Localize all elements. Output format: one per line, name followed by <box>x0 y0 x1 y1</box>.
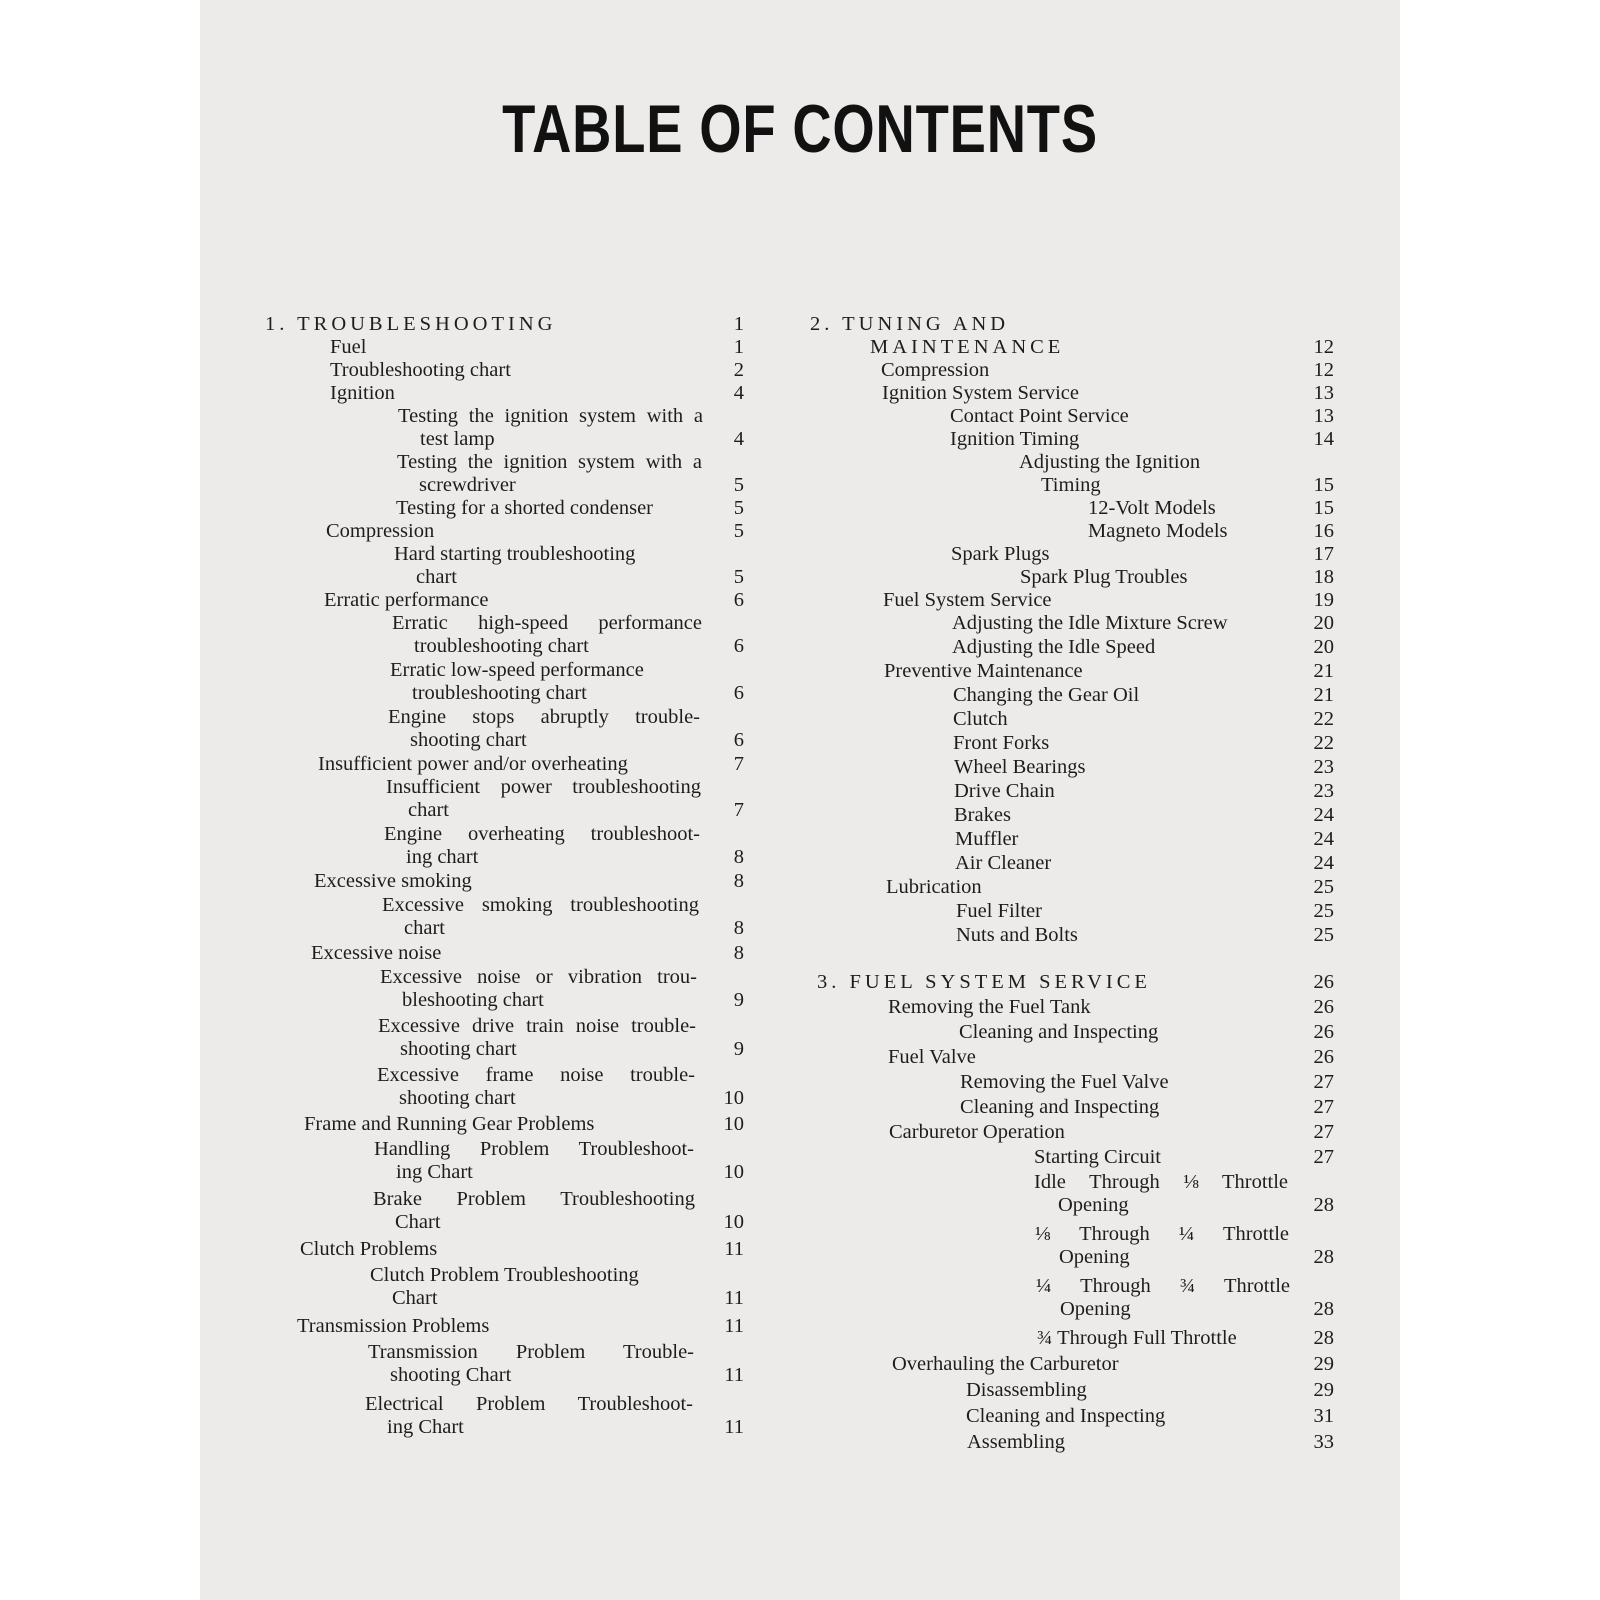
toc-entry <box>330 336 366 359</box>
toc-entry <box>966 1405 1165 1428</box>
toc-page-number: 26 <box>1313 996 1334 1018</box>
toc-page-number: 11 <box>724 1364 744 1386</box>
toc-entry-text: screwdriver <box>419 474 516 496</box>
toc-entry-text: Preventive Maintenance <box>884 660 1083 682</box>
toc-entry <box>1019 451 1200 497</box>
toc-entry-text: Fuel Valve <box>888 1046 976 1068</box>
toc-entry <box>884 660 1083 683</box>
toc-page-number: 10 <box>723 1113 744 1135</box>
toc-entry-text: Ignition System Service <box>882 382 1080 404</box>
toc-entry-text: Adjusting the Ignition <box>1019 451 1201 473</box>
toc-entry <box>373 1188 695 1234</box>
toc-entry-text: 1. TROUBLESHOOTING <box>265 313 557 335</box>
toc-entry-text: Brake Problem Troubleshooting <box>373 1188 695 1210</box>
toc-page-number: 12 <box>1313 336 1334 358</box>
toc-entry-text: Engine stops abruptly trouble- <box>388 706 700 728</box>
toc-entry <box>892 1353 1119 1376</box>
toc-page-number: 22 <box>1313 732 1334 754</box>
toc-page-number: 28 <box>1313 1194 1334 1216</box>
toc-entry <box>954 804 1011 827</box>
toc-entry <box>951 543 1050 566</box>
toc-page-number: 2 <box>733 359 744 381</box>
toc-page-number: 18 <box>1313 566 1334 588</box>
toc-page-number: 33 <box>1313 1431 1334 1453</box>
toc-entry-text: Disassembling <box>966 1379 1087 1401</box>
toc-entry-text: Muffler <box>955 828 1019 850</box>
toc-page-number: 28 <box>1313 1246 1334 1268</box>
toc-page-number: 19 <box>1313 589 1334 611</box>
toc-entry-text: Chart <box>392 1287 438 1309</box>
toc-entry <box>318 753 628 776</box>
toc-entry <box>955 852 1051 875</box>
toc-entry-text: Adjusting the Idle Mixture Screw <box>952 612 1228 634</box>
toc-entry-text: chart <box>404 917 445 939</box>
toc-entry-text: shooting chart <box>399 1087 516 1109</box>
toc-entry-text: Lubrication <box>886 876 982 898</box>
toc-page-number: 5 <box>733 566 744 588</box>
toc-entry <box>954 780 1055 803</box>
toc-entry-text: MAINTENANCE <box>870 336 1065 358</box>
toc-page-number: 24 <box>1313 804 1334 826</box>
toc-entry-text: ¼ Through ¾ Throttle <box>1036 1275 1290 1297</box>
toc-entry <box>882 382 1079 405</box>
toc-entry-text: Drive Chain <box>954 780 1055 802</box>
toc-page-number: 27 <box>1313 1121 1334 1143</box>
toc-entry-text: Excessive noise <box>311 942 442 964</box>
toc-page-number: 27 <box>1313 1146 1334 1168</box>
toc-entry <box>966 1379 1087 1402</box>
toc-entry-text: Compression <box>881 359 990 381</box>
toc-page-number: 8 <box>733 870 744 892</box>
toc-entry-text: Erratic high-speed performance <box>392 612 702 634</box>
toc-entry <box>1036 1275 1290 1321</box>
toc-entry <box>870 336 1064 359</box>
toc-entry <box>398 405 703 451</box>
toc-page-number: 8 <box>733 942 744 964</box>
toc-entry-text: Fuel Filter <box>956 900 1042 922</box>
toc-entry-text: Testing the ignition system with a <box>398 405 703 427</box>
toc-page-number: 28 <box>1313 1298 1334 1320</box>
toc-page-number: 11 <box>724 1287 744 1309</box>
toc-entry-text: Nuts and Bolts <box>956 924 1078 946</box>
toc-entry-text: Insufficient power and/or overheating <box>318 753 628 775</box>
toc-entry <box>881 359 989 382</box>
toc-entry-text: Timing <box>1041 474 1101 496</box>
toc-entry-text: shooting chart <box>410 729 527 751</box>
toc-entry-text: ing Chart <box>396 1161 473 1183</box>
toc-page-number: 9 <box>733 1038 744 1060</box>
toc-page-number: 23 <box>1313 780 1334 802</box>
toc-page-number: 20 <box>1313 612 1334 634</box>
toc-entry-text: Insufficient power troubleshooting <box>386 776 701 798</box>
toc-entry-text: Cleaning and Inspecting <box>959 1021 1159 1043</box>
page-title: TABLE OF CONTENTS <box>502 91 1098 167</box>
toc-entry <box>388 706 700 752</box>
toc-page-number: 21 <box>1313 684 1334 706</box>
toc-entry-text: chart <box>416 566 457 588</box>
toc-page-number: 7 <box>733 753 744 775</box>
toc-page-number: 13 <box>1313 405 1334 427</box>
toc-page-number: 13 <box>1313 382 1334 404</box>
toc-entry <box>374 1138 694 1184</box>
toc-page-number: 15 <box>1313 497 1334 519</box>
toc-page-number: 12 <box>1313 359 1334 381</box>
toc-entry-text: Changing the Gear Oil <box>953 684 1140 706</box>
toc-entry-text: Clutch <box>953 708 1008 730</box>
toc-page-number: 11 <box>724 1416 744 1438</box>
toc-page-number: 25 <box>1313 924 1334 946</box>
toc-entry <box>370 1264 639 1310</box>
toc-entry-text: Frame and Running Gear Problems <box>304 1113 595 1135</box>
toc-page-number: 10 <box>723 1161 744 1183</box>
toc-entry <box>1035 1223 1289 1269</box>
toc-entry <box>889 1121 1065 1144</box>
toc-entry-text: Chart <box>395 1211 441 1233</box>
toc-page-number: 6 <box>733 635 744 657</box>
toc-entry-text: ing chart <box>406 846 479 868</box>
toc-page-number: 5 <box>733 497 744 519</box>
toc-entry-text: Ignition Timing <box>950 428 1080 450</box>
toc-entry-text: 3. FUEL SYSTEM SERVICE <box>817 971 1151 993</box>
toc-entry-text: Removing the Fuel Tank <box>888 996 1091 1018</box>
toc-entry-text: Electrical Problem Troubleshoot- <box>365 1393 693 1415</box>
toc-entry-text: Handling Problem Troubleshoot- <box>374 1138 694 1160</box>
toc-entry-text: Testing the ignition system with a <box>397 451 702 473</box>
toc-entry-text: Erratic performance <box>324 589 489 611</box>
toc-entry <box>304 1113 594 1136</box>
toc-entry <box>956 924 1078 947</box>
toc-entry-text: Cleaning and Inspecting <box>960 1096 1160 1118</box>
toc-entry-text: Excessive smoking <box>314 870 472 892</box>
toc-entry-text: Starting Circuit <box>1034 1146 1161 1168</box>
toc-entry-text: ¾ Through Full Throttle <box>1037 1327 1237 1349</box>
toc-page-number: 14 <box>1313 428 1334 450</box>
toc-page-number: 15 <box>1313 474 1334 496</box>
toc-entry-text: 12-Volt Models <box>1088 497 1216 519</box>
toc-entry <box>888 1046 976 1069</box>
toc-page-number: 8 <box>733 917 744 939</box>
toc-entry-text: bleshooting chart <box>402 989 544 1011</box>
toc-page-number: 11 <box>724 1315 744 1337</box>
toc-page-number: 6 <box>733 729 744 751</box>
toc-page-number: 29 <box>1313 1379 1334 1401</box>
toc-entry <box>386 776 701 822</box>
toc-entry-text: Overhauling the Carburetor <box>892 1353 1119 1375</box>
toc-entry <box>382 894 699 940</box>
toc-entry <box>330 382 395 405</box>
toc-page-number: 1 <box>733 336 744 358</box>
toc-entry-text: Contact Point Service <box>950 405 1129 427</box>
toc-page-number: 9 <box>733 989 744 1011</box>
toc-page-number: 26 <box>1313 1021 1334 1043</box>
toc-entry-text: Brakes <box>954 804 1011 826</box>
toc-entry <box>960 1071 1169 1094</box>
toc-entry <box>368 1341 694 1387</box>
toc-entry-text: Opening <box>1059 1246 1130 1268</box>
toc-page-number: 31 <box>1313 1405 1334 1427</box>
toc-page-number: 8 <box>733 846 744 868</box>
toc-entry-text: Excessive frame noise trouble- <box>377 1064 695 1086</box>
toc-entry-text: Clutch Problems <box>300 1238 438 1260</box>
toc-page-number: 28 <box>1313 1327 1334 1349</box>
toc-page-number: 23 <box>1313 756 1334 778</box>
toc-entry <box>953 708 1008 731</box>
toc-entry <box>390 659 644 705</box>
toc-entry <box>1037 1327 1237 1350</box>
toc-entry-text: Ignition <box>330 382 395 404</box>
toc-entry <box>1088 497 1216 520</box>
toc-entry <box>883 589 1052 612</box>
toc-entry <box>380 966 697 1012</box>
toc-entry-text: Wheel Bearings <box>954 756 1086 778</box>
toc-entry-text: Transmission Problem Trouble- <box>368 1341 694 1363</box>
toc-entry <box>956 900 1042 923</box>
toc-entry-text: Fuel System Service <box>883 589 1052 611</box>
toc-entry <box>886 876 982 899</box>
toc-entry-text: Excessive drive train noise trouble- <box>378 1015 696 1037</box>
toc-page-number: 4 <box>733 382 744 404</box>
toc-entry-text: 2. TUNING AND <box>810 313 1010 335</box>
toc-entry <box>384 823 700 869</box>
toc-entry-text: Front Forks <box>953 732 1050 754</box>
toc-entry <box>311 942 441 965</box>
toc-entry-text: Removing the Fuel Valve <box>960 1071 1169 1093</box>
toc-entry-text: Excessive noise or vibration trou- <box>380 966 697 988</box>
toc-page-number: 10 <box>723 1087 744 1109</box>
toc-entry-text: Carburetor Operation <box>889 1121 1065 1143</box>
toc-entry-text: Adjusting the Idle Speed <box>952 636 1156 658</box>
toc-page-number: 4 <box>733 428 744 450</box>
toc-entry <box>953 684 1139 707</box>
toc-entry <box>314 870 472 893</box>
toc-page-number: 20 <box>1313 636 1334 658</box>
toc-page-number: 25 <box>1313 876 1334 898</box>
toc-entry-text: shooting chart <box>400 1038 517 1060</box>
toc-page-number: 21 <box>1313 660 1334 682</box>
toc-entry <box>1020 566 1187 589</box>
toc-page-number: 6 <box>733 589 744 611</box>
toc-page-number: 22 <box>1313 708 1334 730</box>
toc-entry <box>817 971 1151 994</box>
toc-entry-text: Magneto Models <box>1088 520 1228 542</box>
toc-entry-text: Spark Plugs <box>951 543 1050 565</box>
toc-entry <box>396 497 653 520</box>
toc-page-number: 29 <box>1313 1353 1334 1375</box>
toc-page-number: 26 <box>1313 971 1334 993</box>
toc-entry <box>950 405 1129 428</box>
toc-page-number: 5 <box>733 474 744 496</box>
toc-entry-text: Idle Through ⅛ Throttle <box>1034 1171 1288 1193</box>
toc-entry-text: Testing for a shorted condenser <box>396 497 654 519</box>
toc-entry <box>377 1064 695 1110</box>
toc-entry-text: Spark Plug Troubles <box>1020 566 1188 588</box>
toc-entry-text: Clutch Problem Troubleshooting <box>370 1264 639 1286</box>
toc-page-number: 6 <box>733 682 744 704</box>
toc-entry-text: Opening <box>1060 1298 1131 1320</box>
toc-entry <box>326 520 434 543</box>
toc-entry-text: ⅛ Through ¼ Throttle <box>1035 1223 1289 1245</box>
toc-entry <box>967 1431 1065 1454</box>
toc-entry <box>810 313 1009 336</box>
toc-entry-text: Opening <box>1058 1194 1129 1216</box>
toc-entry-text: troubleshooting chart <box>412 682 587 704</box>
toc-entry <box>952 612 1228 635</box>
toc-entry-text: Excessive smoking troubleshooting <box>382 894 699 916</box>
toc-entry <box>888 996 1091 1019</box>
toc-page-number: 16 <box>1313 520 1334 542</box>
toc-entry-text: Cleaning and Inspecting <box>966 1405 1166 1427</box>
toc-entry <box>365 1393 693 1439</box>
toc-entry-text: Assembling <box>967 1431 1065 1453</box>
toc-page-number: 11 <box>724 1238 744 1260</box>
toc-entry-text: Hard starting troubleshooting <box>394 543 636 565</box>
toc-entry-text: chart <box>408 799 449 821</box>
toc-entry <box>330 359 511 382</box>
toc-entry <box>955 828 1018 851</box>
toc-entry <box>392 612 702 658</box>
toc-entry <box>959 1021 1158 1044</box>
toc-entry <box>397 451 702 497</box>
toc-entry-text: shooting Chart <box>390 1364 512 1386</box>
toc-entry <box>300 1238 437 1261</box>
toc-entry <box>394 543 635 589</box>
toc-entry <box>1034 1146 1161 1169</box>
toc-entry <box>953 732 1049 755</box>
toc-entry <box>1088 520 1228 543</box>
toc-entry-text: Fuel <box>330 336 367 358</box>
toc-page-number: 27 <box>1313 1071 1334 1093</box>
toc-entry <box>954 756 1086 779</box>
toc-page-number: 24 <box>1313 852 1334 874</box>
toc-page-number: 5 <box>733 520 744 542</box>
toc-entry-text: ing Chart <box>387 1416 464 1438</box>
toc-entry-text: troubleshooting chart <box>414 635 589 657</box>
toc-page-number: 7 <box>733 799 744 821</box>
toc-entry <box>297 1315 489 1338</box>
toc-entry <box>960 1096 1159 1119</box>
toc-entry-text: Transmission Problems <box>297 1315 490 1337</box>
toc-page-number: 24 <box>1313 828 1334 850</box>
toc-entry <box>265 313 556 336</box>
toc-page-number: 10 <box>723 1211 744 1233</box>
toc-entry-text: test lamp <box>420 428 495 450</box>
toc-page-number: 1 <box>733 313 744 335</box>
toc-page-number: 26 <box>1313 1046 1334 1068</box>
toc-page-number: 17 <box>1313 543 1334 565</box>
toc-entry-text: Engine overheating troubleshoot- <box>384 823 700 845</box>
toc-entry-text: Air Cleaner <box>955 852 1052 874</box>
toc-entry <box>324 589 488 612</box>
toc-page-number: 27 <box>1313 1096 1334 1118</box>
toc-page-number: 25 <box>1313 900 1334 922</box>
toc-entry-text: Erratic low-speed performance <box>390 659 644 681</box>
toc-entry-text: Troubleshooting chart <box>330 359 511 381</box>
toc-entry <box>950 428 1079 451</box>
toc-entry <box>1034 1171 1288 1217</box>
toc-entry <box>952 636 1155 659</box>
toc-entry-text: Compression <box>326 520 435 542</box>
toc-entry <box>378 1015 696 1061</box>
